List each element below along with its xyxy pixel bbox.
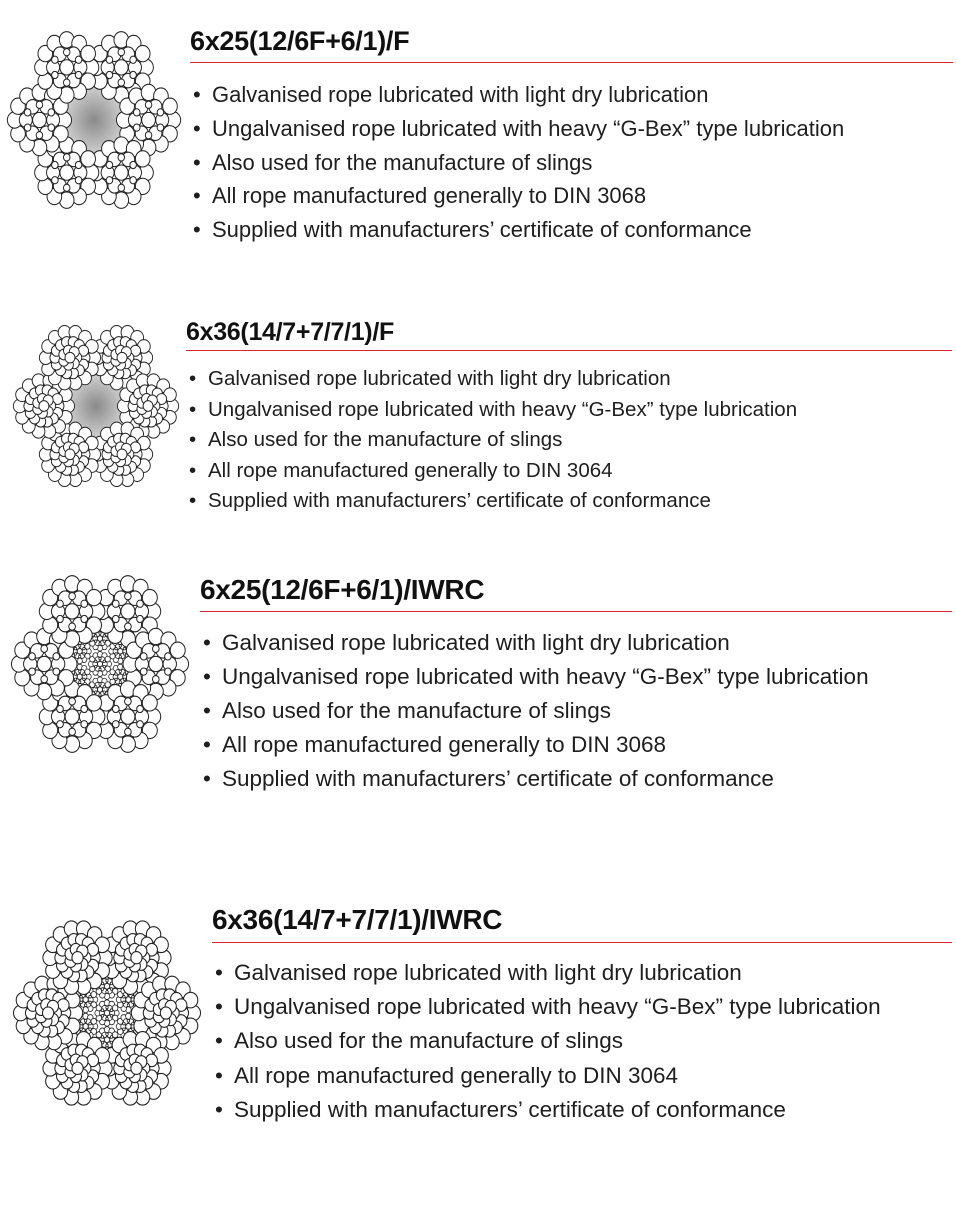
section-title: 6x36(14/7+7/7/1)/F — [186, 318, 394, 346]
section-title: 6x36(14/7+7/7/1)/IWRC — [212, 904, 503, 935]
list-item: • Ungalvanised rope lubricated with heavy “G-Bex” type lubrication — [212, 990, 881, 1024]
list-item: • All rope manufactured generally to DIN 3064 — [186, 456, 797, 487]
list-item: • Also used for the manufacture of slings — [190, 146, 844, 180]
list-item: • Galvanised rope lubricated with light dry lubrication — [200, 626, 869, 660]
list-item: • Galvanised rope lubricated with light dry lubrication — [190, 78, 844, 112]
feature-list — [186, 364, 797, 517]
title-rule — [190, 62, 953, 63]
list-item: • Ungalvanised rope lubricated with heavy “G-Bex” type lubrication — [186, 395, 797, 426]
list-item: • Supplied with manufacturers’ certificate of conformance — [186, 486, 797, 517]
list-item: • Also used for the manufacture of slings — [212, 1024, 881, 1058]
rope-cross-section-icon — [6, 22, 182, 218]
rope-cross-section-icon — [12, 910, 202, 1116]
list-item: • Supplied with manufacturers’ certificate of conformance — [200, 762, 869, 796]
list-item: • All rope manufactured generally to DIN 3068 — [190, 179, 844, 213]
rope-cross-section-icon — [10, 566, 190, 762]
feature-list — [200, 626, 869, 796]
rope-cross-section-icon — [12, 316, 180, 496]
list-item: • Galvanised rope lubricated with light dry lubrication — [186, 364, 797, 395]
list-item: • Supplied with manufacturers’ certificate of conformance — [190, 213, 844, 247]
title-rule — [200, 611, 952, 612]
list-item: • Galvanised rope lubricated with light dry lubrication — [212, 956, 881, 990]
section-title: 6x25(12/6F+6/1)/IWRC — [200, 574, 485, 605]
title-rule — [186, 350, 952, 351]
title-rule — [212, 942, 952, 943]
feature-list — [190, 78, 844, 247]
list-item: • Also used for the manufacture of slings — [186, 425, 797, 456]
list-item: • All rope manufactured generally to DIN 3064 — [212, 1059, 881, 1093]
list-item: • All rope manufactured generally to DIN 3068 — [200, 728, 869, 762]
list-item: • Ungalvanised rope lubricated with heavy “G-Bex” type lubrication — [200, 660, 869, 694]
list-item: • Also used for the manufacture of slings — [200, 694, 869, 728]
list-item: • Ungalvanised rope lubricated with heavy “G-Bex” type lubrication — [190, 112, 844, 146]
section-title: 6x25(12/6F+6/1)/F — [190, 26, 410, 56]
feature-list — [212, 956, 881, 1127]
list-item: • Supplied with manufacturers’ certificate of conformance — [212, 1093, 881, 1127]
